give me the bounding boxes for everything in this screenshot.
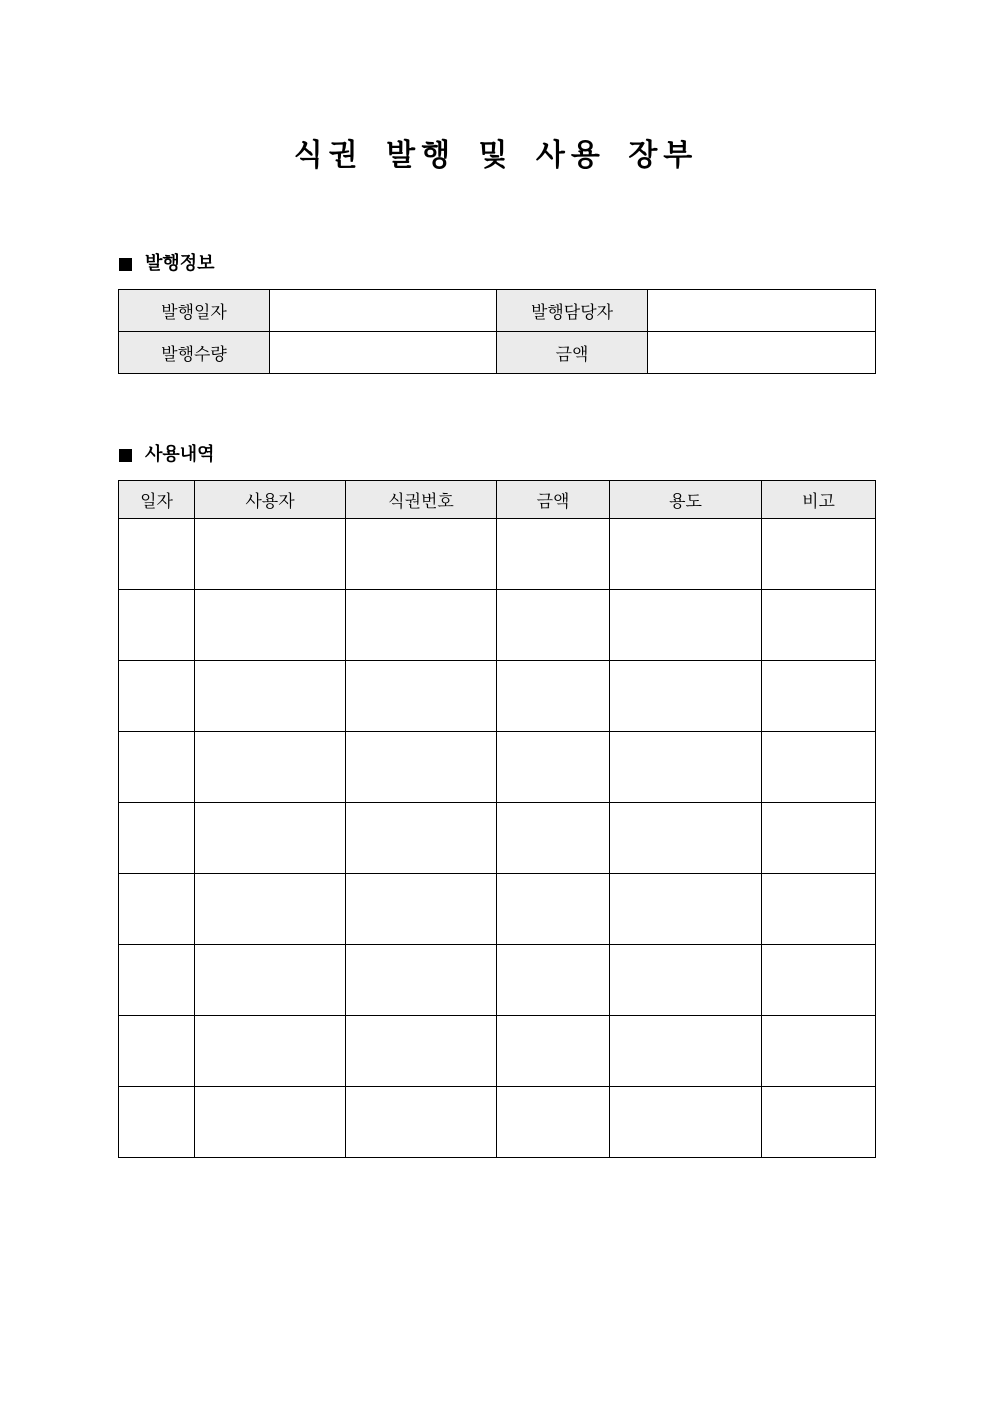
issue-info-heading [119, 252, 215, 276]
table-row [119, 1087, 876, 1158]
table-row [119, 803, 876, 874]
table-cell[interactable] [610, 590, 762, 661]
table-cell[interactable] [762, 519, 876, 590]
square-bullet-icon [119, 258, 132, 271]
column-header-user: 사용자 [195, 481, 346, 519]
table-cell[interactable] [346, 661, 497, 732]
issue-info-row [119, 332, 876, 374]
table-cell[interactable] [119, 519, 195, 590]
table-row [119, 1016, 876, 1087]
table-cell[interactable] [762, 1016, 876, 1087]
table-cell[interactable] [195, 874, 346, 945]
usage-heading [119, 443, 215, 467]
column-header-purpose: 용도 [610, 481, 762, 519]
table-cell[interactable] [119, 945, 195, 1016]
table-cell[interactable] [195, 590, 346, 661]
table-cell[interactable] [497, 732, 610, 803]
table-cell[interactable] [762, 661, 876, 732]
table-cell[interactable] [610, 945, 762, 1016]
table-cell[interactable] [762, 803, 876, 874]
table-cell[interactable] [119, 1087, 195, 1158]
square-bullet-icon [119, 449, 132, 462]
issue-date-label: 발행일자 [119, 290, 270, 332]
table-cell[interactable] [497, 803, 610, 874]
table-cell[interactable] [497, 661, 610, 732]
column-header-amount: 금액 [497, 481, 610, 519]
amount-value[interactable] [648, 332, 876, 374]
table-cell[interactable] [497, 519, 610, 590]
issue-quantity-label: 발행수량 [119, 332, 270, 374]
table-row [119, 590, 876, 661]
usage-header-row [119, 481, 876, 519]
table-cell[interactable] [497, 1087, 610, 1158]
usage-table [118, 480, 876, 1158]
table-cell[interactable] [195, 1087, 346, 1158]
table-cell[interactable] [610, 803, 762, 874]
table-cell[interactable] [346, 803, 497, 874]
table-row [119, 874, 876, 945]
usage-heading-label: 사용내역 [145, 444, 215, 465]
issue-info-table [118, 289, 876, 374]
table-cell[interactable] [762, 945, 876, 1016]
table-cell[interactable] [346, 1016, 497, 1087]
issuer-value[interactable] [648, 290, 876, 332]
table-cell[interactable] [610, 661, 762, 732]
table-cell[interactable] [610, 874, 762, 945]
table-cell[interactable] [195, 519, 346, 590]
amount-label: 금액 [497, 332, 648, 374]
table-cell[interactable] [610, 519, 762, 590]
table-cell[interactable] [195, 803, 346, 874]
table-cell[interactable] [497, 874, 610, 945]
table-cell[interactable] [762, 874, 876, 945]
table-cell[interactable] [346, 1087, 497, 1158]
table-cell[interactable] [762, 590, 876, 661]
table-row [119, 519, 876, 590]
issue-date-value[interactable] [270, 290, 497, 332]
column-header-date: 일자 [119, 481, 195, 519]
table-cell[interactable] [195, 1016, 346, 1087]
table-cell[interactable] [346, 945, 497, 1016]
issue-info-row [119, 290, 876, 332]
table-cell[interactable] [195, 661, 346, 732]
column-header-note: 비고 [762, 481, 876, 519]
table-cell[interactable] [762, 732, 876, 803]
table-cell[interactable] [119, 1016, 195, 1087]
table-cell[interactable] [497, 1016, 610, 1087]
issue-quantity-value[interactable] [270, 332, 497, 374]
table-cell[interactable] [119, 732, 195, 803]
table-cell[interactable] [119, 590, 195, 661]
table-cell[interactable] [195, 945, 346, 1016]
table-cell[interactable] [497, 945, 610, 1016]
table-cell[interactable] [346, 874, 497, 945]
table-cell[interactable] [610, 732, 762, 803]
table-cell[interactable] [346, 519, 497, 590]
table-cell[interactable] [119, 661, 195, 732]
table-cell[interactable] [346, 590, 497, 661]
issuer-label: 발행담당자 [497, 290, 648, 332]
table-cell[interactable] [195, 732, 346, 803]
table-cell[interactable] [610, 1016, 762, 1087]
table-cell[interactable] [610, 1087, 762, 1158]
table-row [119, 945, 876, 1016]
page-title: 식권 발행 및 사용 장부 [293, 138, 699, 173]
table-row [119, 661, 876, 732]
column-header-ticket-number: 식권번호 [346, 481, 497, 519]
table-cell[interactable] [119, 803, 195, 874]
issue-info-heading-label: 발행정보 [145, 253, 215, 274]
table-cell[interactable] [119, 874, 195, 945]
table-cell[interactable] [497, 590, 610, 661]
table-cell[interactable] [346, 732, 497, 803]
table-cell[interactable] [762, 1087, 876, 1158]
table-row [119, 732, 876, 803]
